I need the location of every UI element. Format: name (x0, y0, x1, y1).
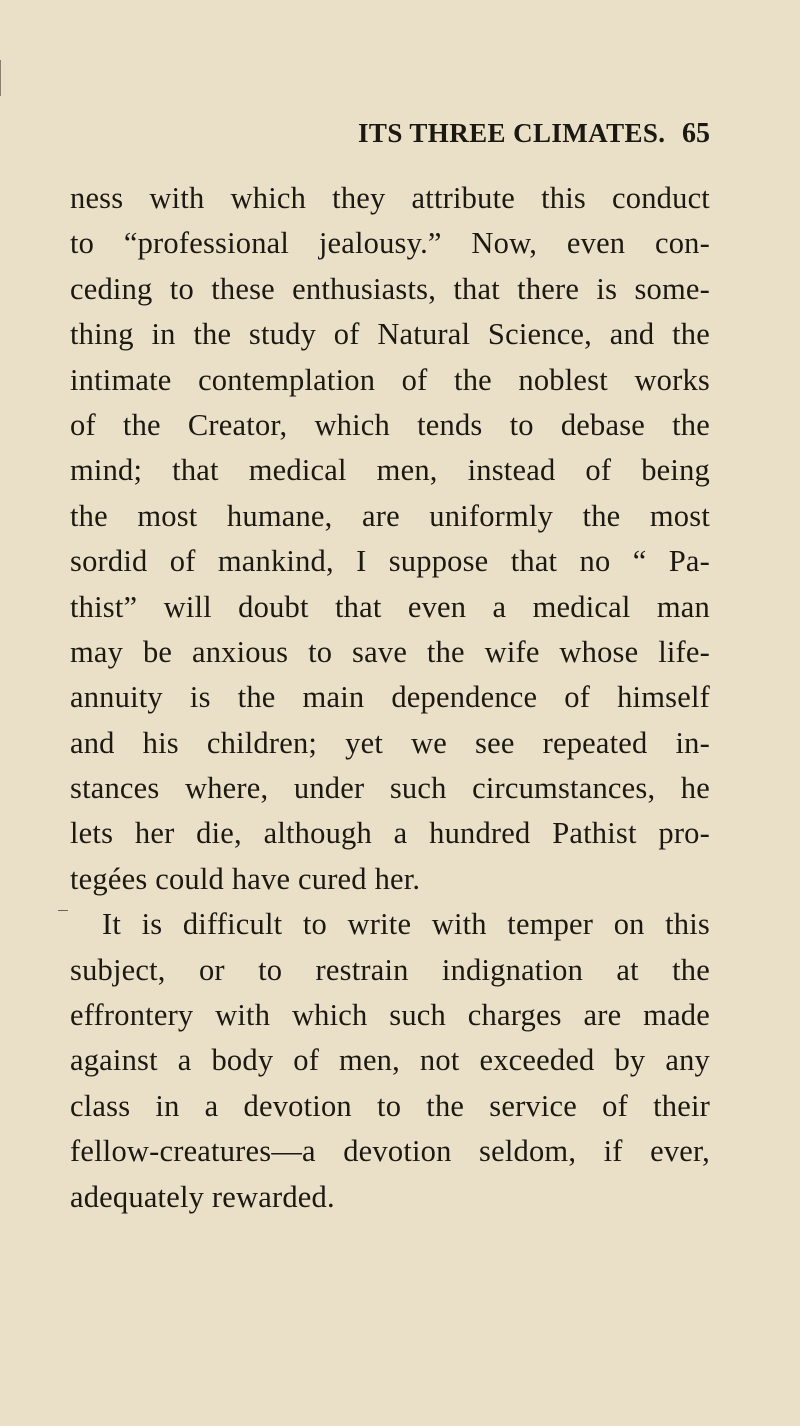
text-line: thist” will doubt that even a medical man (70, 589, 710, 624)
text-line: mind; that medical men, instead of being (70, 453, 710, 488)
text-line: fellow-creatures—a devotion seldom, if ever, (70, 1134, 710, 1169)
text-line: lets her die, although a hundred Pathist pro- (70, 816, 710, 851)
text-line: subject, or to restrain indignation at the (70, 952, 710, 987)
text-line: sordid of mankind, I suppose that no “ Pa- (70, 544, 710, 579)
text-line: tegées could have cured her. (70, 861, 421, 896)
text-line: and his children; yet we see repeated in- (70, 725, 710, 760)
text-line: class in a devotion to the service of their (70, 1088, 710, 1123)
text-line: stances where, under such circumstances, he (70, 771, 710, 806)
body-text (70, 176, 710, 1220)
text-line: may be anxious to save the wife whose life- (70, 634, 710, 669)
text-line: thing in the study of Natural Science, and the (70, 317, 710, 352)
text-line: the most humane, are uniformly the most (70, 498, 710, 533)
text-line: against a body of men, not exceeded by any (70, 1043, 710, 1078)
text-line: of the Creator, which tends to debase the (70, 407, 710, 442)
running-head (70, 118, 710, 158)
text-line: to “professional jealousy.” Now, even con- (70, 226, 710, 261)
text-line: effrontery with which such charges are made (70, 998, 710, 1033)
text-line: intimate contemplation of the noblest works (70, 362, 710, 397)
text-line: annuity is the main dependence of himself (70, 680, 710, 715)
text-line: It is difficult to write with temper on this (102, 907, 710, 942)
running-title: ITS THREE CLIMATES. (358, 118, 666, 148)
text-line: adequately rewarded. (70, 1179, 335, 1214)
page-edge-mark (0, 60, 7, 96)
page-number: 65 (682, 118, 710, 149)
margin-mark (58, 910, 68, 911)
text-line: ness with which they attribute this conduct (70, 181, 710, 215)
text-line: ceding to these enthusiasts, that there is some- (70, 271, 710, 306)
